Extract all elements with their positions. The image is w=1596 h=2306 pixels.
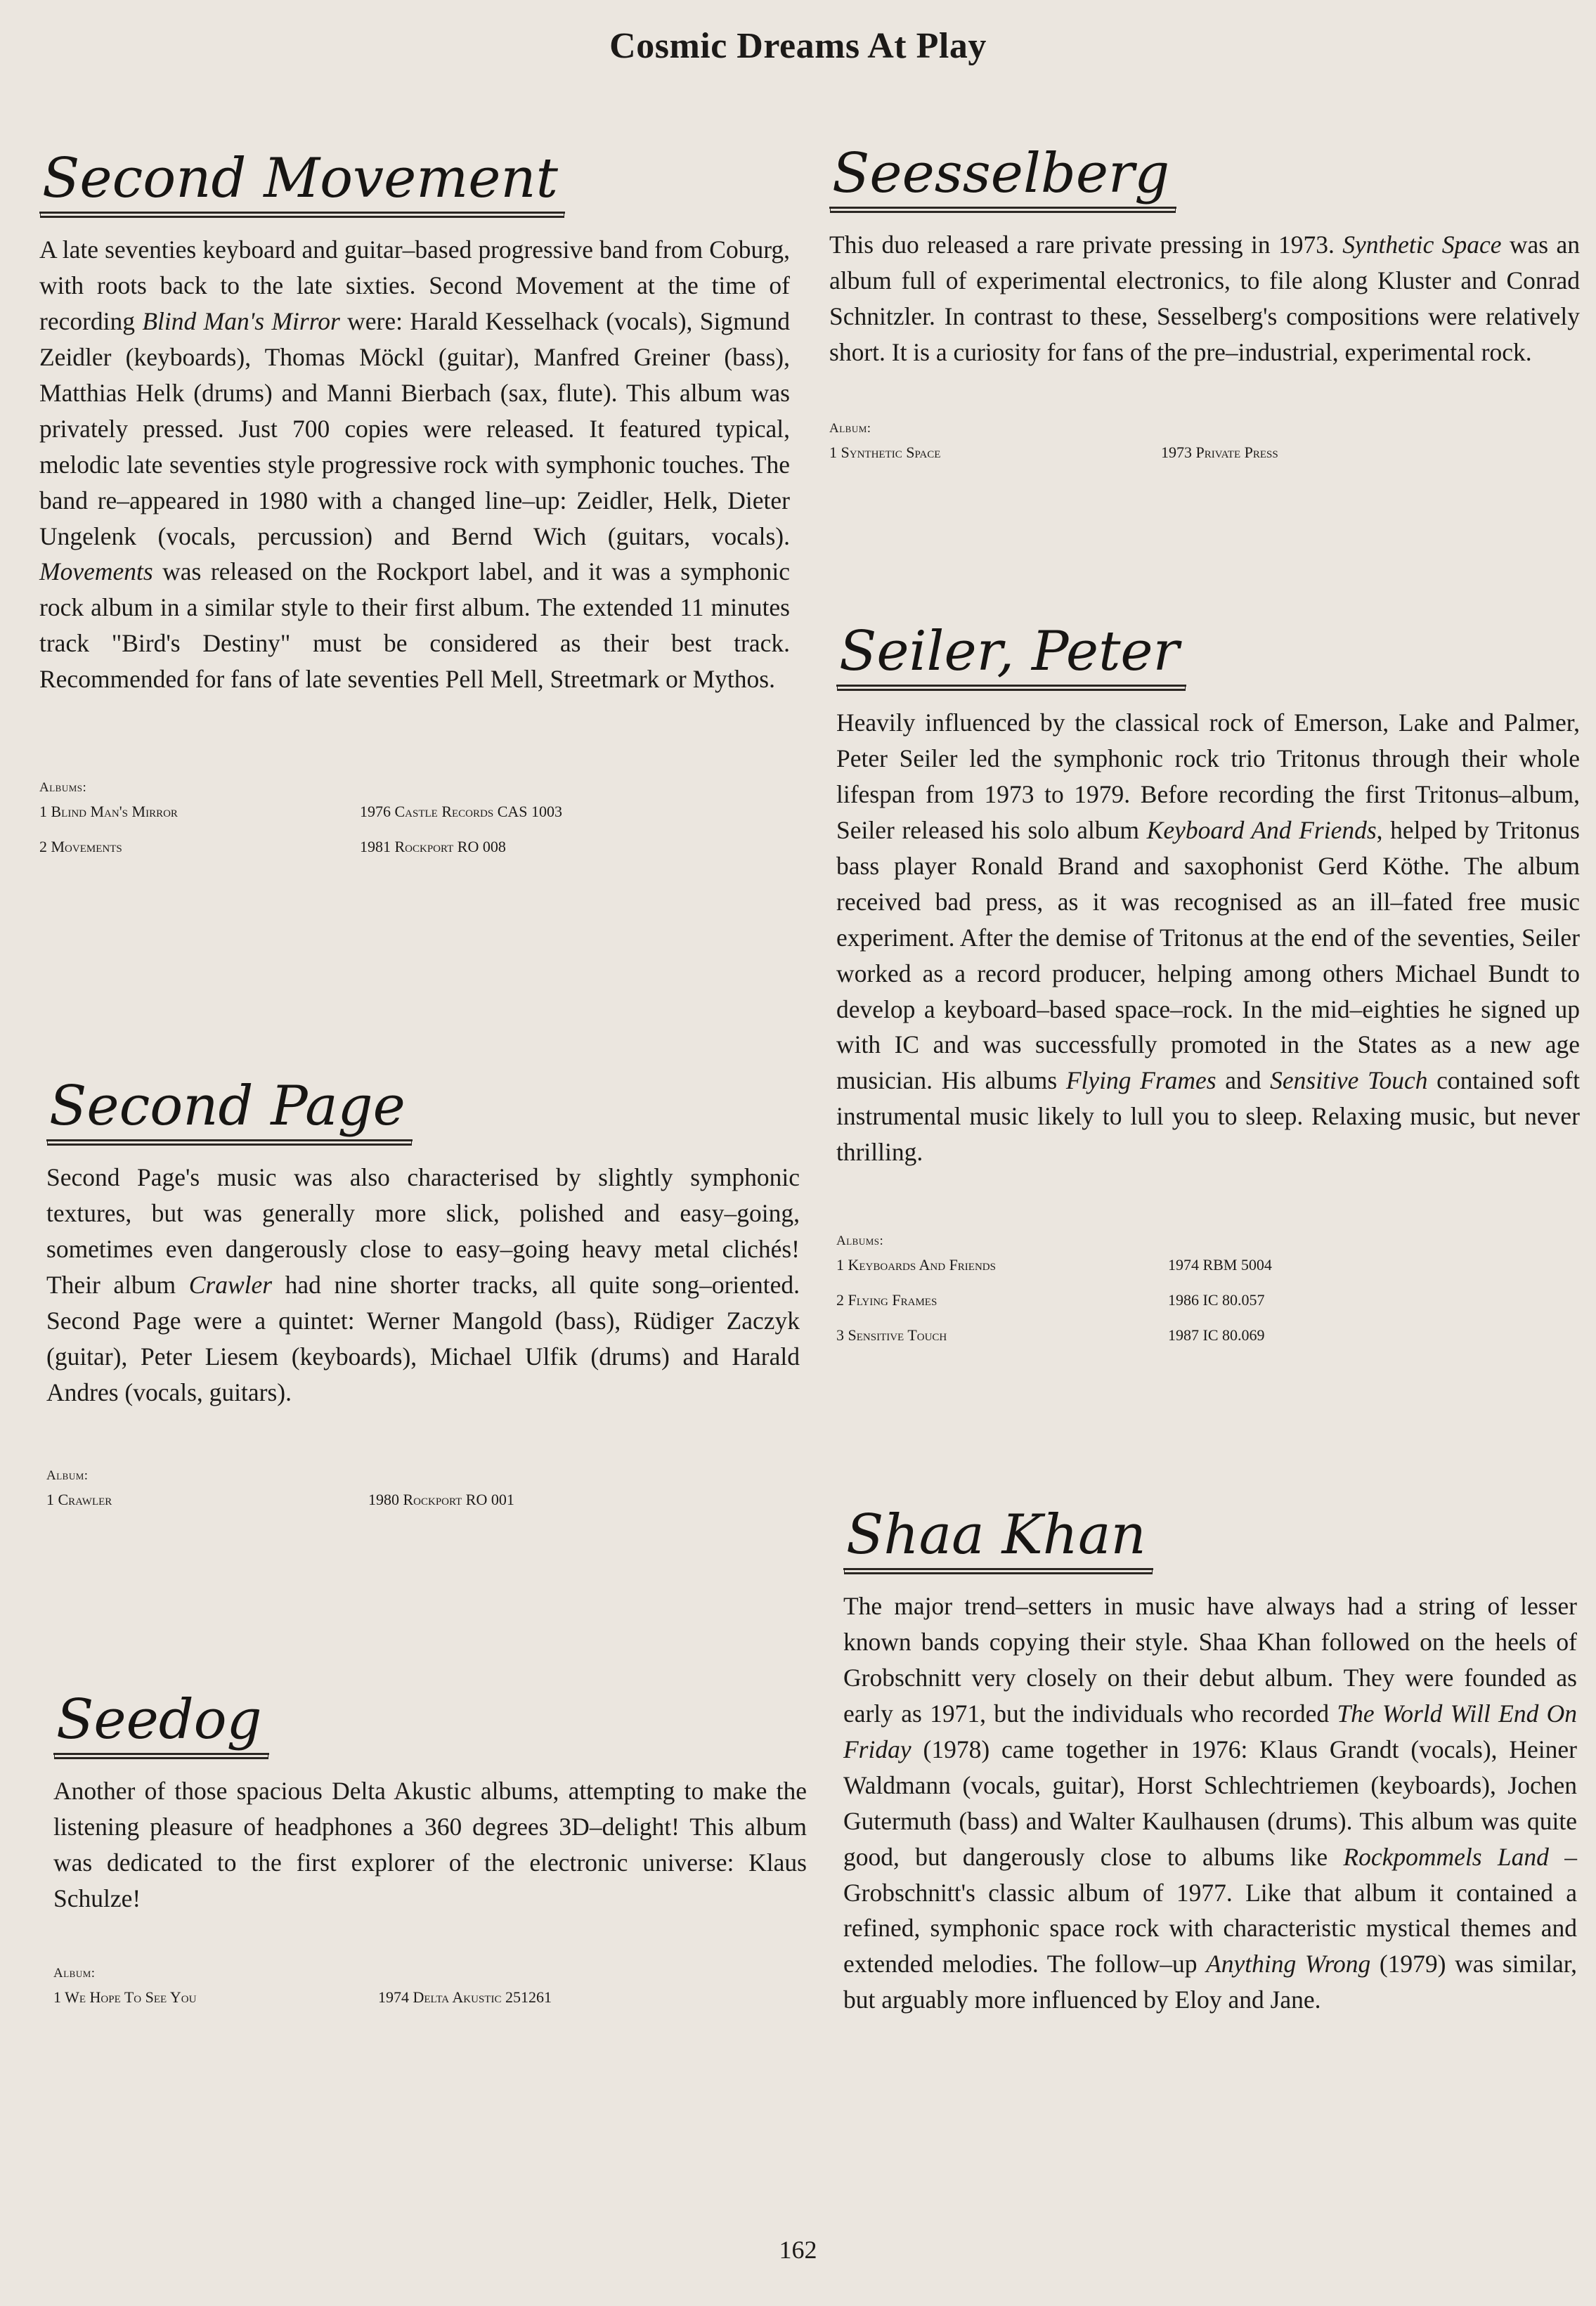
- album-title-italic: Synthetic Space: [1342, 231, 1502, 259]
- album-title: 2 Flying Frames: [836, 1291, 938, 1309]
- album-title: 1 Blind Man's Mirror: [39, 803, 178, 821]
- text-run: Second Page's music was also characterised by slightly symphonic textures, but was generally more slick, polished and easy–going, sometimes even dangerously close to easy–going heavy metal clichés! Their album: [46, 1163, 800, 1299]
- album-title: 2 Movements: [39, 838, 122, 856]
- entry-seedog: [53, 1688, 807, 2025]
- album-row: [836, 1257, 1580, 1273]
- album-title-italic: Flying Frames: [1065, 1066, 1217, 1095]
- text-run: were: Harald Kesselhack (vocals), Sigmund Zeidler (keyboards), Thomas Möckl (guitar), Manfred Greiner (bass), Matthias Helk (drums) and Manni Bierbach (sax, flute). This album was privately pressed. Just 700 copies were released. It featured typical, melodic late seventies style progressive rock with symphonic touches. The band re–appeared in 1980 with a changed line–up: Zeidler, Helk, Dieter Ungelenk (vocals, percussion) and Bernd Wich (guitars, vocals).: [39, 306, 790, 550]
- album-title-italic: Sensitive Touch: [1270, 1066, 1428, 1095]
- text-run: This duo released a rare private pressing in 1973.: [829, 231, 1343, 259]
- album-title: 1 Crawler: [46, 1490, 112, 1508]
- album-title-italic: The World Will End On Friday: [843, 1699, 1577, 1763]
- album-row: [829, 445, 1580, 460]
- album-row: [53, 1990, 807, 2005]
- album-release-info: 1987 IC 80.069: [1168, 1326, 1265, 1345]
- text-run: Another of those spacious Delta Akustic albums, attempting to make the listening pleasure of headphones a 360 degrees 3D–delight! This album was dedicated to the first explorer of the electronic universe: Klaus Schulze!: [53, 1777, 807, 1912]
- band-name-heading: Seiler, Peter: [836, 624, 1186, 687]
- album-release-info: 1981 Rockport RO 008: [360, 838, 506, 856]
- text-run: A late seventies keyboard and guitar–based progressive band from Coburg, with roots back to the late sixties. Second Movement at the time of recording: [39, 235, 790, 335]
- entry-shaa-khan: [843, 1503, 1577, 2018]
- entry-body-text: [843, 1588, 1577, 2018]
- text-run: contained soft instrumental music likely to lull you to sleep. Relaxing music, but never thrilling.: [836, 1066, 1580, 1167]
- album-title-italic: Anything Wrong: [1206, 1950, 1371, 1978]
- text-run: – Grobschnitt's classic album of 1977. Like that album it contained a refined, symphonic space rock with characteristic mystical themes and extended melodies. The follow–up: [843, 1842, 1577, 1978]
- text-run: (1979) was similar, but arguably more influenced by Eloy and Jane.: [843, 1950, 1577, 2014]
- album-list: [53, 1990, 807, 2005]
- entry-body-text: [829, 227, 1580, 370]
- album-release-info: 1974 RBM 5004: [1168, 1256, 1272, 1274]
- album-list: [46, 1492, 800, 1508]
- text-run: , helped by Tritonus bass player Ronald Brand and saxophonist Gerd Köthe. The album received bad press, as it was recognised as an ill–fated free music experiment. After the demise of Tritonus at the end of the seventies, Seiler worked as a record producer, helping among others Michael Bundt to develop a keyboard–based space–rock. In the mid–eighties he signed up with IC and was successfully promoted in the States as a new age musician. His albums: [836, 815, 1580, 1095]
- album-title: 3 Sensitive Touch: [836, 1326, 947, 1345]
- albums-label: Albums:: [836, 1233, 884, 1249]
- albums-label: Album:: [53, 1965, 96, 1981]
- albums-label: Albums:: [39, 780, 87, 796]
- album-title: 1 Synthetic Space: [829, 443, 941, 461]
- text-run: (1978) came together in 1976: Klaus Grandt (vocals), Heiner Waldmann (vocals, guitar), Horst Schlechtriemen (keyboards), Jochen Gutermuth (bass) and Walter Kaulhausen (drums). This album was quite good, but dangerously close to albums like: [843, 1735, 1577, 1871]
- band-name-heading: Second Movement: [39, 151, 565, 214]
- album-release-info: 1986 IC 80.057: [1168, 1291, 1265, 1309]
- page-number: 162: [779, 2236, 817, 2264]
- text-run: was an album full of experimental electronics, to file along Kluster and Conrad Schnitzler. In contrast to these, Sesselberg's compositions were relatively short. It is a curiosity for fans of the pre–industrial, experimental rock.: [829, 231, 1580, 366]
- entry-body-text: [836, 705, 1580, 1170]
- entry-seiler-peter: [836, 620, 1580, 1363]
- entry-second-movement: [39, 147, 790, 874]
- album-row: [836, 1328, 1580, 1343]
- albums-label: Album:: [829, 420, 871, 436]
- album-title-italic: Crawler: [188, 1270, 273, 1299]
- text-run: was released on the Rockport label, and it was a symphonic rock album in a similar style to their first album. The extended 11 minutes track "Bird's Destiny" must be considered as their best track. Recommended for fans of late seventies Pell Mell, Streetmark or Mythos.: [39, 557, 790, 694]
- album-release-info: 1974 Delta Akustic 251261: [378, 1988, 552, 2006]
- album-row: [836, 1293, 1580, 1308]
- album-row: [39, 839, 790, 855]
- album-list: [836, 1257, 1580, 1343]
- album-title-italic: Blind Man's Mirror: [142, 306, 340, 335]
- albums-label: Album:: [46, 1468, 89, 1483]
- text-run: and: [1216, 1066, 1271, 1095]
- album-row: [46, 1492, 800, 1508]
- album-title: 1 We Hope To See You: [53, 1988, 197, 2006]
- entry-body-text: [53, 1773, 807, 1917]
- album-title: 1 Keyboards And Friends: [836, 1256, 996, 1274]
- text-run: Heavily influenced by the classical rock of Emerson, Lake and Palmer, Peter Seiler led the symphonic rock trio Tritonus through their whole lifespan from 1973 to 1979. Before recording the first Tritonus–album, Seiler released his solo album: [836, 708, 1580, 844]
- album-title-italic: Rockpommels Land: [1343, 1842, 1549, 1871]
- entry-body-text: [46, 1160, 800, 1411]
- album-title-italic: Movements: [39, 557, 153, 586]
- entry-body-text: [39, 232, 790, 697]
- page-title: Cosmic Dreams At Play: [609, 26, 987, 66]
- band-name-heading: Shaa Khan: [843, 1508, 1153, 1570]
- band-name-heading: Seedog: [53, 1692, 269, 1755]
- entry-sesselberg: [829, 142, 1580, 480]
- album-release-info: 1980 Rockport RO 001: [368, 1490, 514, 1508]
- band-name-heading: Seesselberg: [829, 146, 1176, 209]
- album-title-italic: Keyboard And Friends: [1146, 815, 1377, 844]
- album-release-info: 1976 Castle Records CAS 1003: [360, 803, 562, 821]
- band-name-heading: Second Page: [46, 1079, 413, 1141]
- text-run: had nine shorter tracks, all quite song–oriented. Second Page were a quintet: Werner Mangold (bass), Rüdiger Zaczyk (guitar), Peter Liesem (keyboards), Michael Ulfik (drums) and Harald Andres (vocals, guitars).: [46, 1270, 800, 1406]
- text-run: The major trend–setters in music have always had a string of lesser known bands copying their style. Shaa Khan followed on the heels of Grobschnitt very closely on their debut album. They were founded as early as 1971, but the individuals who recorded: [843, 1592, 1577, 1728]
- album-release-info: 1973 Private Press: [1161, 443, 1278, 461]
- album-list: [829, 445, 1580, 460]
- entry-second-page: [46, 1075, 800, 1527]
- album-row: [39, 804, 790, 820]
- album-list: [39, 804, 790, 855]
